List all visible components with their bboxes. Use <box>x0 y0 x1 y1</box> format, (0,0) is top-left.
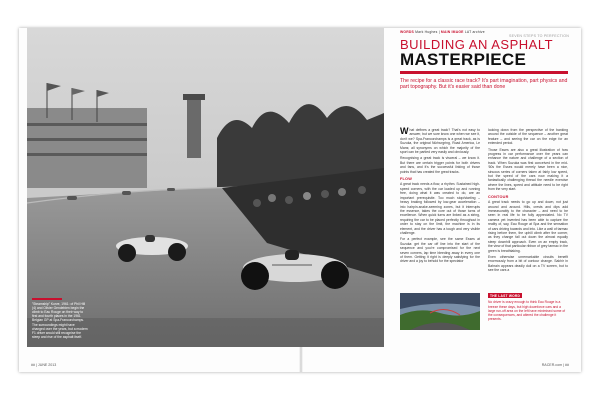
caption-rule <box>32 298 62 300</box>
crosshead-flow: FLOW <box>400 177 412 182</box>
headline-line1: BUILDING AN ASPHALT <box>400 37 554 52</box>
words-author: Mark Hughes <box>415 30 438 34</box>
sidebar-box <box>488 293 568 322</box>
body-paragraph: For a perfect example, see the same Esses at Suzuka: get the car off line into the start of the sequence and you're compromised for the next seven corners, lap time bleeding away in every one of them. Getting it right is deeply satisfying for the driver and a joy to behold for the spectator <box>400 237 480 264</box>
inset-photo <box>400 293 480 330</box>
body-paragraph: A great track needs to go up and down, not just around and around. Hills, crests and dips add immeasurably to the character – and need to be seen in real life to be fully appreciated. No TV camera yet invented has been able to capture the reality of, say, Eau Rouge at Spa and the sensation of cars driving towards and into. Like a wall of tarmac rising before them, the uphill climb after the corner, as they change fall out down the almost equally steep downhill approach. Even on an empty track, the view of that particular ribbon of grey tarmac in the green is breathtaking. <box>488 200 568 253</box>
image-label: MAIN IMAGE <box>440 30 464 34</box>
crosshead-contour: CONTOUR <box>488 194 509 199</box>
credits-separator: | <box>438 30 441 34</box>
headline-rule <box>400 71 568 74</box>
folio-left: ## | JUNE 2013 <box>31 363 57 367</box>
article-credits <box>400 30 568 34</box>
standfirst: The recipe for a classic race track? It's part imagination, part physics and part topography. But it's easier said than done <box>400 77 568 91</box>
body-paragraph: What defines a great track? That's not easy to answer, but we sure know one when we see it, don't we? Spa-Francorchamps is a great track, as is Suzuka, the original Nürburgring, Road America, Le Mans; all synonyms on which the majority of the sport can be partied very easily and obviously. <box>400 126 480 155</box>
article-header <box>400 30 568 91</box>
running-head-right: SEVEN STEPS TO PERFECTION <box>509 34 569 38</box>
folio-right: RACER.com | ## <box>541 363 569 367</box>
headline-line2: MASTERPIECE <box>400 50 527 69</box>
body-column-1 <box>400 128 480 266</box>
drop-cap: W <box>400 126 409 136</box>
image-credit: LAT archive <box>464 30 485 34</box>
body-paragraph: looking down from the perspective of the banking around the outside of the sequence – another great feature – and seeing the car on the edge for an extended period. <box>488 128 568 146</box>
body-paragraph: Those Esses are also a great illustration of how progress in car performance over the years can enhance the nature and challenge of a section of track. When Suzuka was first conceived in the mid-'60s the Esses would merely have been a nice, sinuous series of corners taken at fairly low speed, but the speed of the cars now making it a fantastically challenging thread the needle exercise where the lines, speed and attitude need to be right from the very start. <box>488 147 568 192</box>
caption-text: "Steamship" Kurve, 1961: of Phil Hill (4) and Olivier Gendebien begin the climb to Eau Rouge on their way to first and fourth places in the 1961 Belgian GP at Spa-Francorchamps. The surroundings might have changed over the years, but a modern F1 driver would still recognise the steep and rise of the asphalt itself. <box>32 301 88 340</box>
body-column-2 <box>488 128 568 275</box>
sidebar-text: No driver is crazy enough to think Eau Rouge is a breeze these days, but high downforce cars and a large run-off area on the left have minimised some of the consequences, and altered the challenge it presents. <box>488 300 566 322</box>
photo-caption <box>32 298 88 339</box>
words-label: WORDS <box>400 30 414 34</box>
inset-landscape-illustration <box>400 293 480 330</box>
body-paragraph: A great track needs a flow, a rhythm. Sustained high-speed corners, with the car loaded up and running free, doing what it was created to do, are an important prerequisite. Too much stop/starting – heavy braking followed by low-gear acceleration – into hairpin-snake-seeming zones, but it interrupts the essence, takes the core out of those turns of excellence. When quick turns are linked as a string, requiring the car to be placed perfectly throughout in order to stay on the limit, the machine is in its element, and the driver has a tough and very visible challenge. <box>400 182 480 235</box>
body-paragraph: Even otherwise unremarkable circuits benefit enormously from a bit of contour change. Sakhir in Bahrain appears deadly dull on a TV screen, but to see the cars a <box>488 254 568 273</box>
body-paragraph: Recognising a great track is visceral – we know it. But there are certain trigger points for both drivers and fans, and it's the successful linking of those points that has created the great tracks. <box>400 156 480 174</box>
sidebar-heading: THE LAST WORD <box>490 293 521 298</box>
